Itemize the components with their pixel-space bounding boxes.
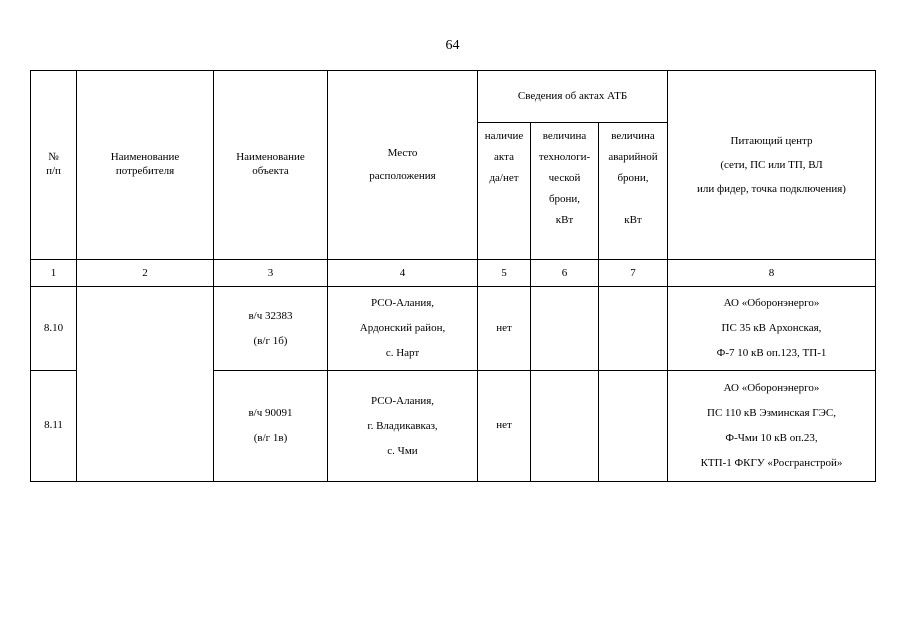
act-presence-cell: нет bbox=[478, 371, 531, 482]
emergency-reserve-cell bbox=[599, 287, 668, 371]
location-cell: РСО-Алания, Ардонский район, с. Нарт bbox=[328, 287, 478, 371]
column-number: 7 bbox=[599, 260, 668, 287]
object-name-cell: в/ч 90091 (в/г 1в) bbox=[214, 371, 328, 482]
header-atb-info: Сведения об актах АТБ bbox=[478, 71, 668, 123]
tech-reserve-cell bbox=[531, 371, 599, 482]
header-consumer-name: Наименование потребителя bbox=[77, 71, 214, 260]
power-center-cell: АО «Оборонэнерго» ПС 110 кВ Эзминская ГЭС, Ф-Чми 10 кВ оп.23, КТП-1 ФКГУ «Росгранстрой» bbox=[668, 371, 876, 482]
tech-reserve-cell bbox=[531, 287, 599, 371]
header-num: № п/п bbox=[31, 71, 77, 260]
emergency-reserve-cell bbox=[599, 371, 668, 482]
power-center-cell: АО «Оборонэнерго» ПС 35 кВ Архонская, Ф-7 10 кВ оп.123, ТП-1 bbox=[668, 287, 876, 371]
object-name-cell: в/ч 32383 (в/г 1б) bbox=[214, 287, 328, 371]
consumer-registry-table bbox=[30, 70, 876, 482]
column-number: 3 bbox=[214, 260, 328, 287]
column-number: 8 bbox=[668, 260, 876, 287]
header-emergency-reserve: величина аварийной брони, кВт bbox=[599, 123, 668, 260]
row-num: 8.10 bbox=[31, 287, 77, 371]
column-number-row bbox=[31, 260, 876, 287]
header-act-presence: наличие акта да/нет bbox=[478, 123, 531, 260]
act-presence-cell: нет bbox=[478, 287, 531, 371]
column-number: 5 bbox=[478, 260, 531, 287]
header-row-top bbox=[31, 71, 876, 123]
row-num: 8.11 bbox=[31, 371, 77, 482]
table-row bbox=[31, 287, 876, 371]
column-number: 4 bbox=[328, 260, 478, 287]
column-number: 2 bbox=[77, 260, 214, 287]
header-object-name: Наименование объекта bbox=[214, 71, 328, 260]
header-power-center: Питающий центр (сети, ПС или ТП, ВЛ или фидер, точка подключения) bbox=[668, 71, 876, 260]
page-number: 64 bbox=[445, 38, 460, 53]
column-number: 6 bbox=[531, 260, 599, 287]
header-tech-reserve: величина технологи- ческой брони, кВт bbox=[531, 123, 599, 260]
column-number: 1 bbox=[31, 260, 77, 287]
header-location: Место расположения bbox=[328, 71, 478, 260]
location-cell: РСО-Алания, г. Владикавказ, с. Чми bbox=[328, 371, 478, 482]
consumer-name-cell bbox=[77, 287, 214, 482]
